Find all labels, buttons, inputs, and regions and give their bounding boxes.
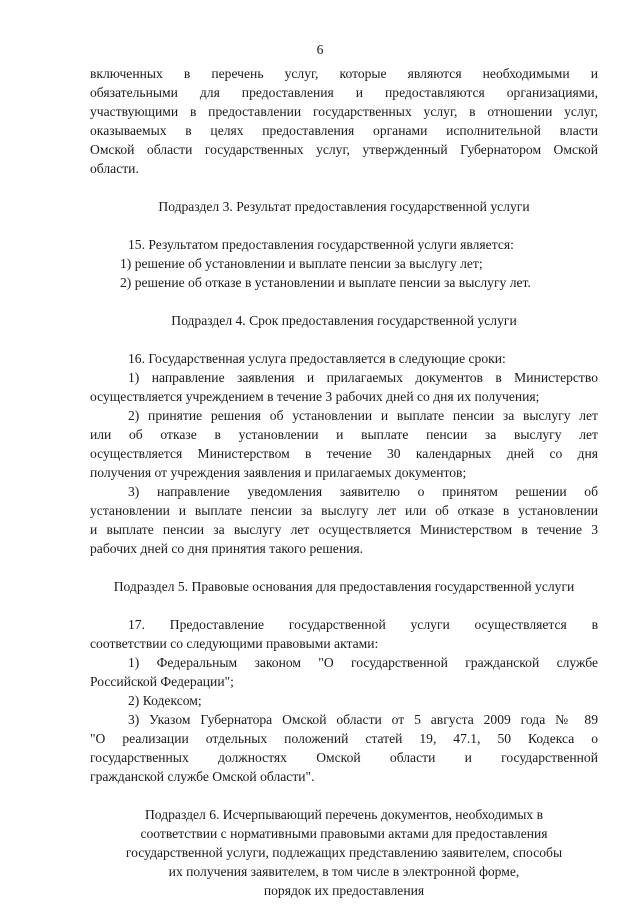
text-line: оказываемых в целях предоставления органами исполнительной власти xyxy=(90,123,598,138)
text-line: Омской области государственных услуг, утвержденный Губернатором Омской xyxy=(90,142,598,157)
text-line: области. xyxy=(90,161,139,176)
text-line: порядок их предоставления xyxy=(263,883,425,898)
text-line: установлении и выплате пенсии за выслугу лет или об отказе в установлении xyxy=(90,503,598,518)
page-number: 6 xyxy=(316,42,324,57)
text-line: 3) направление уведомления заявителю о принятом решении об xyxy=(128,484,598,499)
paragraph-15: 15. Результатом предоставления государственной услуги является: xyxy=(128,237,514,252)
text-line: осуществляется Министерством в течение 30 календарных дней со дня xyxy=(90,446,598,461)
text-line: участвующими в предоставлении государственных услуг, в отношении услуг, xyxy=(90,104,598,119)
text-line: Подраздел 6. Исчерпывающий перечень документов, необходимых в xyxy=(144,807,543,822)
list-item xyxy=(90,653,598,691)
text-line: 17. Предоставление государственной услуги осуществляется в xyxy=(128,617,598,632)
list-item xyxy=(90,368,598,406)
list-item xyxy=(90,710,598,786)
list-item: 2) решение об отказе в установлении и выплате пенсии за выслугу лет. xyxy=(120,275,531,290)
text-line: и выплате пенсии за выслугу лет осуществляется Министерством в течение 3 xyxy=(90,522,598,537)
text-line: 2) принятие решения об установлении и выплате пенсии за выслугу лет xyxy=(128,408,598,423)
text-line: гражданской службе Омской области". xyxy=(90,769,315,784)
paragraph-16: 16. Государственная услуга предоставляется в следующие сроки: xyxy=(128,351,506,366)
text-line: осуществляется учреждением в течение 3 рабочих дней со дня их получения; xyxy=(90,389,540,404)
paragraph-17 xyxy=(90,615,598,653)
text-line: "О реализации отдельных положений статей 19, 47.1, 50 Кодекса о xyxy=(90,731,598,746)
intro-paragraph xyxy=(90,64,598,178)
text-line: государственных должностях Омской области и государственной xyxy=(90,750,598,765)
text-line: Российской Федерации"; xyxy=(90,674,234,689)
text-line: соответствии со следующими правовыми актами: xyxy=(90,636,379,651)
section-heading-4: Подраздел 4. Срок предоставления государственной услуги xyxy=(171,313,517,328)
text-line: 1) направление заявления и прилагаемых документов в Министерство xyxy=(128,370,598,385)
section-heading-3: Подраздел 3. Результат предоставления государственной услуги xyxy=(158,199,530,214)
list-item: 1) решение об установлении и выплате пенсии за выслугу лет; xyxy=(120,256,483,271)
text-line: или об отказе в установлении и выплате пенсии за выслугу лет xyxy=(90,427,598,442)
list-item xyxy=(90,482,598,558)
section-heading-5: Подраздел 5. Правовые основания для предоставления государственной услуги xyxy=(113,579,575,594)
text-line: государственной услуги, подлежащих представлению заявителем, способы xyxy=(125,845,563,860)
text-line: их получения заявителем, в том числе в электронной форме, xyxy=(168,864,520,879)
text-line: получения от учреждения заявления и прилагаемых документов; xyxy=(90,465,467,480)
document-body xyxy=(90,64,598,900)
list-item: 2) Кодексом; xyxy=(128,693,202,708)
text-line: 1) Федеральным законом "О государственной гражданской службе xyxy=(128,655,598,670)
text-line: обязательными для предоставления и предоставляются организациями, xyxy=(90,85,598,100)
text-line: включенных в перечень услуг, которые являются необходимыми и xyxy=(90,66,598,81)
section-heading-6 xyxy=(90,805,598,900)
list-item xyxy=(90,406,598,482)
text-line: 3) Указом Губернатора Омской области от 5 августа 2009 года № 89 xyxy=(128,712,598,727)
text-line: соответствии с нормативными правовыми актами для предоставления xyxy=(140,826,548,841)
text-line: рабочих дней со дня принятия такого решения. xyxy=(90,541,364,556)
